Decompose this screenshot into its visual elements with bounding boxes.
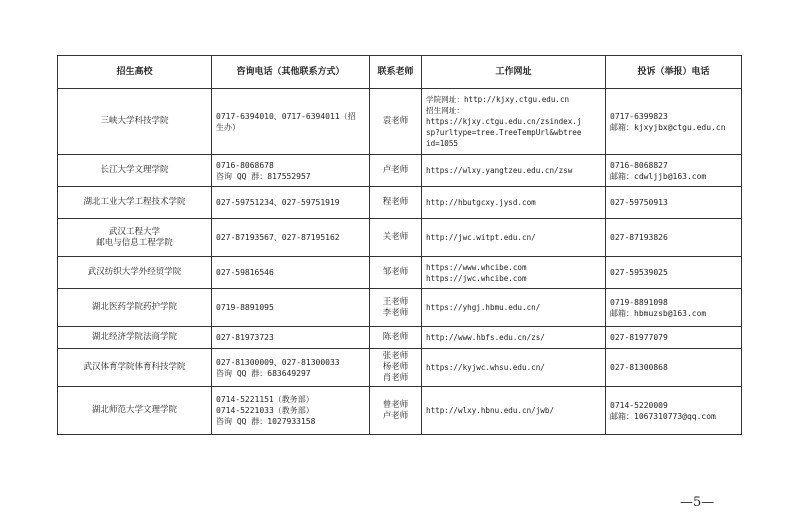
cell-teacher-line: 张老师: [382, 351, 409, 361]
header-complaint: 投诉（举报）电话: [606, 56, 742, 89]
cell-teacher: [370, 289, 422, 327]
table-row: [58, 219, 742, 257]
header-teacher: 联系老师: [370, 56, 422, 89]
cell-website-line[interactable]: http://wlxy.hbnu.edu.cn/jwb/: [426, 406, 555, 415]
cell-school-line: 湖北经济学院法商学院: [91, 332, 177, 342]
cell-complaint-line: 邮箱：hbmuzsb@163.com: [610, 308, 707, 318]
cell-phone-line: 0719-8891095: [216, 303, 274, 312]
cell-phone-line: 咨询 QQ 群：683649297: [216, 368, 311, 378]
cell-complaint-line: 0719-8891098: [610, 297, 668, 307]
cell-teacher: [370, 349, 422, 387]
cell-complaint-line: 邮箱：1067310773@qq.com: [610, 411, 716, 421]
cell-phone-line: 咨询 QQ 群：817552957: [216, 171, 311, 181]
cell-complaint-line: 027-81300868: [610, 363, 668, 372]
table-row: [58, 387, 742, 435]
cell-website-line[interactable]: https://wlxy.yangtzeu.edu.cn/zsw: [426, 166, 573, 175]
cell-phone-line: 027-81973723: [216, 333, 274, 342]
cell-school: [58, 155, 212, 187]
cell-teacher-line: 王老师: [382, 296, 409, 307]
cell-school-line: 湖北医药学院药护学院: [91, 302, 177, 312]
cell-phone-line: 咨询 QQ 群：1027933158: [216, 417, 316, 426]
header-school: 招生高校: [58, 56, 212, 89]
cell-teacher-line: 程老师: [382, 197, 409, 207]
table-row: [58, 257, 742, 289]
cell-school-line: 武汉纺织大学外经贸学院: [87, 267, 182, 277]
cell-website-line[interactable]: https://www.whcibe.com: [426, 262, 527, 272]
cell-phone: [212, 327, 370, 349]
cell-complaint: [606, 349, 742, 387]
table-row: [58, 155, 742, 187]
cell-phone: [212, 387, 370, 435]
cell-complaint: [606, 219, 742, 257]
cell-school-line: 三峡大学科技学院: [100, 116, 169, 126]
cell-teacher-line: 曾老师: [382, 399, 409, 410]
cell-website: [422, 327, 606, 349]
cell-website-line[interactable]: http://www.hbfs.edu.cn/zs/: [426, 333, 545, 342]
cell-teacher: [370, 327, 422, 349]
cell-phone-line: 027-59751234、027-59751919: [216, 198, 340, 207]
cell-teacher: [370, 387, 422, 435]
cell-complaint-line: 0714-5220009: [610, 400, 668, 410]
cell-website: [422, 219, 606, 257]
table-row: [58, 327, 742, 349]
cell-website: [422, 257, 606, 289]
table-row: [58, 187, 742, 219]
cell-school: [58, 327, 212, 349]
cell-teacher: [370, 257, 422, 289]
cell-complaint: [606, 387, 742, 435]
cell-phone-line: 生办）: [216, 122, 240, 132]
cell-teacher-line: 卢老师: [382, 165, 409, 175]
cell-phone-line: 0714-5221033（教务部）: [216, 406, 314, 415]
cell-school-line: 邮电与信息工程学院: [96, 237, 173, 248]
cell-teacher-line: 邹老师: [382, 267, 409, 277]
cell-phone-line: 027-59816546: [216, 268, 274, 277]
cell-school-line: 湖北工业大学工程技术学院: [83, 197, 186, 207]
cell-website-line[interactable]: id=1055: [426, 139, 459, 148]
cell-school: [58, 219, 212, 257]
cell-complaint-line: 0716-8068827: [610, 160, 668, 170]
header-website: 工作网址: [422, 56, 606, 89]
cell-phone: [212, 219, 370, 257]
cell-school-line: 长江大学文理学院: [100, 165, 169, 175]
cell-phone: [212, 89, 370, 155]
cell-teacher: [370, 187, 422, 219]
cell-phone-line: 0714-5221151（教务部）: [216, 395, 314, 404]
cell-teacher-line: 卢老师: [382, 410, 409, 421]
cell-complaint-line: 邮箱：kjxyjbx@ctgu.edu.cn: [610, 122, 726, 132]
cell-complaint: [606, 289, 742, 327]
cell-website: [422, 349, 606, 387]
cell-teacher-line: 李老师: [382, 307, 409, 318]
cell-school: [58, 89, 212, 155]
cell-school: [58, 289, 212, 327]
cell-website-line[interactable]: 招生网址：: [426, 106, 464, 115]
cell-website: [422, 155, 606, 187]
cell-teacher: [370, 219, 422, 257]
cell-complaint-line: 027-59539025: [610, 268, 668, 277]
cell-phone-line: 0716-8068678: [216, 160, 274, 170]
cell-website-line[interactable]: https://jwc.whcibe.com: [426, 273, 527, 283]
cell-phone-line: 027-87193567、027-87195162: [216, 233, 340, 242]
cell-complaint: [606, 155, 742, 187]
cell-complaint: [606, 327, 742, 349]
cell-website: [422, 187, 606, 219]
cell-school: [58, 387, 212, 435]
cell-complaint-line: 邮箱：cdwljjb@163.com: [610, 171, 707, 181]
cell-phone-line: 0717-6394010、0717-6394011（招: [216, 111, 356, 121]
cell-school-line: 武汉体育学院体育科技学院: [83, 362, 186, 372]
cell-teacher-line: 陈老师: [382, 332, 409, 342]
cell-school-line: 武汉工程大学: [108, 226, 160, 237]
cell-website-line[interactable]: sp?urltype=tree.TreeTempUrl&wbtree: [426, 128, 582, 137]
cell-website-line[interactable]: 学院网址：http://kjxy.ctgu.edu.cn: [426, 95, 570, 104]
cell-complaint-line: 027-81977079: [610, 333, 668, 342]
cell-teacher-line: 杨老师: [382, 362, 409, 372]
contacts-table: [57, 55, 742, 435]
cell-school-line: 湖北师范大学文理学院: [91, 405, 177, 415]
cell-teacher: [370, 89, 422, 155]
cell-website-line[interactable]: http://hbutgcxy.jysd.com: [426, 198, 536, 207]
cell-website-line[interactable]: https://kyjwc.whsu.edu.cn/: [426, 363, 545, 372]
cell-complaint: [606, 89, 742, 155]
cell-website: [422, 89, 606, 155]
table-row: [58, 289, 742, 327]
cell-complaint-line: 0717-6399823: [610, 111, 668, 121]
table-row: [58, 349, 742, 387]
cell-phone: [212, 349, 370, 387]
cell-school: [58, 257, 212, 289]
header-phone: 咨询电话（其他联系方式）: [212, 56, 370, 89]
cell-complaint: [606, 257, 742, 289]
page-number: —5—: [680, 495, 715, 510]
cell-school: [58, 187, 212, 219]
cell-teacher-line: 袁老师: [382, 116, 409, 126]
table-header-row: [58, 56, 742, 89]
cell-phone-line: 027-81300009、027-81300033: [216, 357, 340, 367]
cell-phone: [212, 289, 370, 327]
cell-teacher: [370, 155, 422, 187]
cell-website-line[interactable]: https://kjxy.ctgu.edu.cn/zsindex.j: [426, 117, 582, 126]
cell-teacher-line: 关老师: [382, 232, 409, 242]
cell-website: [422, 289, 606, 327]
cell-teacher-line: 肖老师: [382, 373, 409, 383]
cell-website: [422, 387, 606, 435]
cell-complaint: [606, 187, 742, 219]
cell-complaint-line: 027-87193826: [610, 233, 668, 242]
cell-website-line[interactable]: http://jwc.witpt.edu.cn/: [426, 233, 536, 242]
table-row: [58, 89, 742, 155]
cell-phone: [212, 155, 370, 187]
cell-website-line[interactable]: https://yhgj.hbmu.edu.cn/: [426, 303, 541, 312]
cell-school: [58, 349, 212, 387]
cell-complaint-line: 027-59750913: [610, 198, 668, 207]
cell-phone: [212, 187, 370, 219]
cell-phone: [212, 257, 370, 289]
